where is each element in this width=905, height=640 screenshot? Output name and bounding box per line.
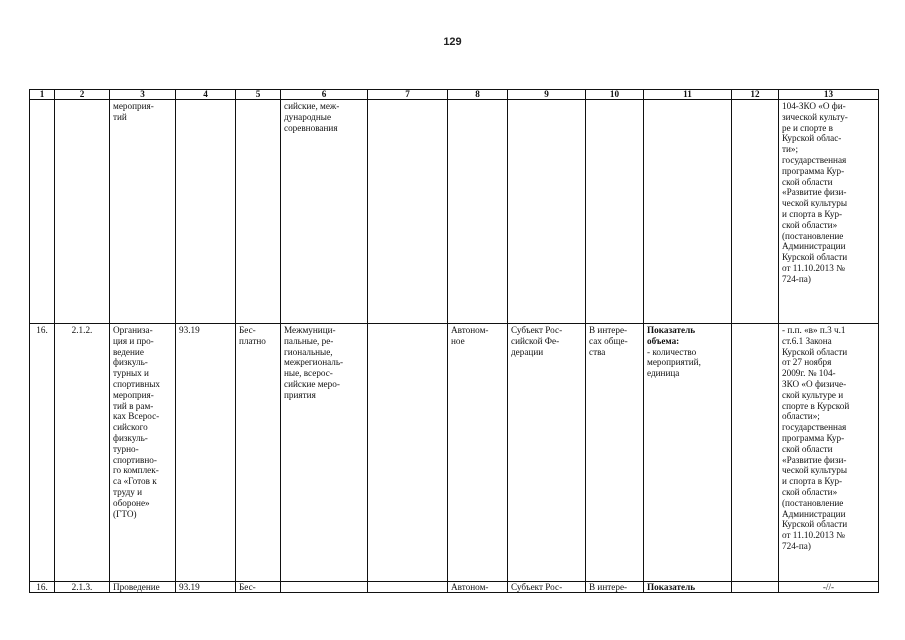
- header-cell-12: 12: [732, 90, 779, 100]
- text-line: (постановление: [782, 497, 844, 508]
- cell-event-type: [281, 582, 368, 593]
- text-line: - количество: [647, 346, 697, 357]
- cell-event-type: [281, 324, 368, 582]
- text-line: гиональные,: [284, 346, 333, 357]
- text-line: ти»;: [782, 144, 799, 155]
- cell-okved: 93.19: [176, 582, 236, 593]
- text-line: приятия: [284, 389, 316, 400]
- text-line: сийской Фе-: [511, 335, 560, 346]
- cell-indicators: Показатель: [644, 582, 732, 593]
- text-line: (постановление: [782, 230, 844, 241]
- text-line: 2009г. № 104-: [782, 368, 836, 379]
- cell-institution-type: Автоном-: [448, 582, 508, 593]
- cell-consumers: Субъект Рос-: [508, 582, 586, 593]
- text-line: - п.п. «в» п.3 ч.1: [782, 325, 846, 335]
- cell-code: 2.1.3.: [55, 582, 110, 593]
- text-line: мероприя-: [113, 101, 154, 111]
- text-line: и спорта в Кур-: [782, 208, 843, 219]
- header-cell-6: 6: [281, 90, 368, 100]
- text-line: 104-ЗКО «О фи-: [782, 101, 846, 111]
- cell-indicators: [644, 324, 732, 582]
- text-line: и спорта в Кур-: [782, 476, 843, 487]
- cell-code: 2.1.2.: [55, 324, 110, 582]
- text-line: соревнования: [284, 122, 338, 133]
- indicator-text: [647, 347, 728, 379]
- text-line: Автоном-: [451, 325, 489, 335]
- cell-col12: [732, 100, 779, 324]
- text-line: ской культуре и: [782, 389, 844, 400]
- text-line: «Развитие физи-: [782, 187, 847, 198]
- text-line: Субъект Рос-: [511, 325, 563, 335]
- header-cell-8: 8: [448, 90, 508, 100]
- text-line: 724-па): [782, 540, 811, 551]
- text-line: программа Кур-: [782, 432, 845, 443]
- text-line: Курской области: [782, 252, 848, 263]
- cell-number: 16.: [30, 582, 55, 593]
- text-line: ре и спорте в: [782, 122, 833, 133]
- text-line: ческой культуры: [782, 465, 848, 476]
- page-number: 129: [443, 36, 462, 48]
- cell-col12: [732, 582, 779, 593]
- header-cell-4: 4: [176, 90, 236, 100]
- text-line: Бес-: [239, 325, 256, 335]
- text-line: тий в рам-: [113, 400, 154, 411]
- text-line: государственная: [782, 422, 847, 433]
- text-line: «Развитие физи-: [782, 454, 847, 465]
- text-line: зической культу-: [782, 111, 848, 122]
- text-line: от 27 ноября: [782, 357, 832, 368]
- text-line: ства: [589, 346, 606, 357]
- text-line: дународные: [284, 111, 332, 122]
- cell-col7: [368, 100, 448, 324]
- text-line: мероприя-: [113, 389, 154, 400]
- cell-legal-basis: -//-: [779, 582, 879, 593]
- text-line: межрегиональ-: [284, 357, 344, 368]
- text-line: турных и: [113, 368, 149, 379]
- header-cell-9: 9: [508, 90, 586, 100]
- text-line: спортивных: [113, 378, 161, 389]
- text-line: объема:: [647, 335, 680, 346]
- text-line: 724-па): [782, 273, 811, 284]
- text-line: от 11.10.2013 №: [782, 262, 845, 273]
- text-line: обороне»: [113, 497, 150, 508]
- header-cell-13: 13: [779, 90, 879, 100]
- header-cell-3: 3: [110, 90, 176, 100]
- cell-interests: [586, 100, 644, 324]
- header-cell-10: 10: [586, 90, 644, 100]
- text-line: Курской облас-: [782, 133, 842, 144]
- text-line: мероприятий,: [647, 357, 701, 368]
- header-cell-1: 1: [30, 90, 55, 100]
- text-line: тий: [113, 111, 127, 122]
- text-line: Администрации: [782, 241, 846, 252]
- cell-event-type: [281, 100, 368, 324]
- text-line: Курской области: [782, 346, 848, 357]
- text-line: пальные, ре-: [284, 335, 334, 346]
- header-cell-11: 11: [644, 90, 732, 100]
- table-row: [30, 324, 879, 582]
- text-line: государственная: [782, 154, 847, 165]
- text-line: турно-: [113, 443, 139, 454]
- text-line: сийские, меж-: [284, 101, 340, 111]
- text-line: ской области: [782, 176, 833, 187]
- text-line: сах обще-: [589, 335, 628, 346]
- text-line: труду и: [113, 486, 143, 497]
- cell-legal-basis: [779, 100, 879, 324]
- cell-institution-type: [448, 100, 508, 324]
- text-line: Показатель: [647, 325, 696, 335]
- text-line: дерации: [511, 346, 544, 357]
- text-line: ст.6.1 Закона: [782, 335, 832, 346]
- cell-consumers: [508, 324, 586, 582]
- cell-number: [30, 100, 55, 324]
- header-cell-5: 5: [236, 90, 281, 100]
- cell-interests: [586, 324, 644, 582]
- cell-service-name: [110, 100, 176, 324]
- text-line: сийские меро-: [284, 378, 340, 389]
- services-table: [29, 89, 879, 593]
- text-line: Межмуници-: [284, 325, 336, 335]
- indicator-heading: [647, 325, 728, 347]
- cell-col12: [732, 324, 779, 582]
- text-line: ках Всерос-: [113, 411, 160, 422]
- cell-legal-basis: [779, 324, 879, 582]
- text-line: ведение: [113, 346, 144, 357]
- cell-consumers: [508, 100, 586, 324]
- text-line: спортивно-: [113, 454, 157, 465]
- header-cell-2: 2: [55, 90, 110, 100]
- text-line: В интере-: [589, 325, 628, 335]
- text-line: ской области»: [782, 486, 838, 497]
- text-line: спорте в Курской: [782, 400, 850, 411]
- text-line: Курской области: [782, 519, 848, 530]
- text-line: единица: [647, 368, 680, 379]
- text-line: ЗКО «О физиче-: [782, 378, 847, 389]
- text-line: са «Готов к: [113, 476, 157, 487]
- text-line: физкуль-: [113, 357, 148, 368]
- text-line: ской области: [782, 443, 833, 454]
- cell-payment: Бес-: [236, 582, 281, 593]
- text-line: платно: [239, 335, 266, 346]
- text-line: Администрации: [782, 508, 846, 519]
- text-line: го комплек-: [113, 465, 159, 476]
- cell-payment: [236, 324, 281, 582]
- text-line: программа Кур-: [782, 165, 845, 176]
- cell-number: 16.: [30, 324, 55, 582]
- text-line: от 11.10.2013 №: [782, 530, 845, 541]
- cell-code: [55, 100, 110, 324]
- text-line: ные, всерос-: [284, 368, 333, 379]
- header-row: [30, 90, 879, 100]
- text-line: сийского: [113, 422, 148, 433]
- cell-indicators: [644, 100, 732, 324]
- cell-service-name: [110, 324, 176, 582]
- cell-okved: 93.19: [176, 324, 236, 582]
- text-line: Организа-: [113, 325, 153, 335]
- text-line: физкуль-: [113, 432, 148, 443]
- cell-payment: [236, 100, 281, 324]
- text-line: ческой культуры: [782, 198, 848, 209]
- table-row: [30, 100, 879, 324]
- header-cell-7: 7: [368, 90, 448, 100]
- text-line: ция и про-: [113, 335, 154, 346]
- cell-interests: В интере-: [586, 582, 644, 593]
- cell-okved: [176, 100, 236, 324]
- text-line: области»;: [782, 411, 820, 422]
- cell-col7: [368, 582, 448, 593]
- cell-service-name: Проведение: [110, 582, 176, 593]
- cell-institution-type: [448, 324, 508, 582]
- text-line: ное: [451, 335, 465, 346]
- cell-col7: [368, 324, 448, 582]
- table-row: [30, 582, 879, 593]
- text-line: ской области»: [782, 219, 838, 230]
- text-line: (ГТО): [113, 508, 137, 519]
